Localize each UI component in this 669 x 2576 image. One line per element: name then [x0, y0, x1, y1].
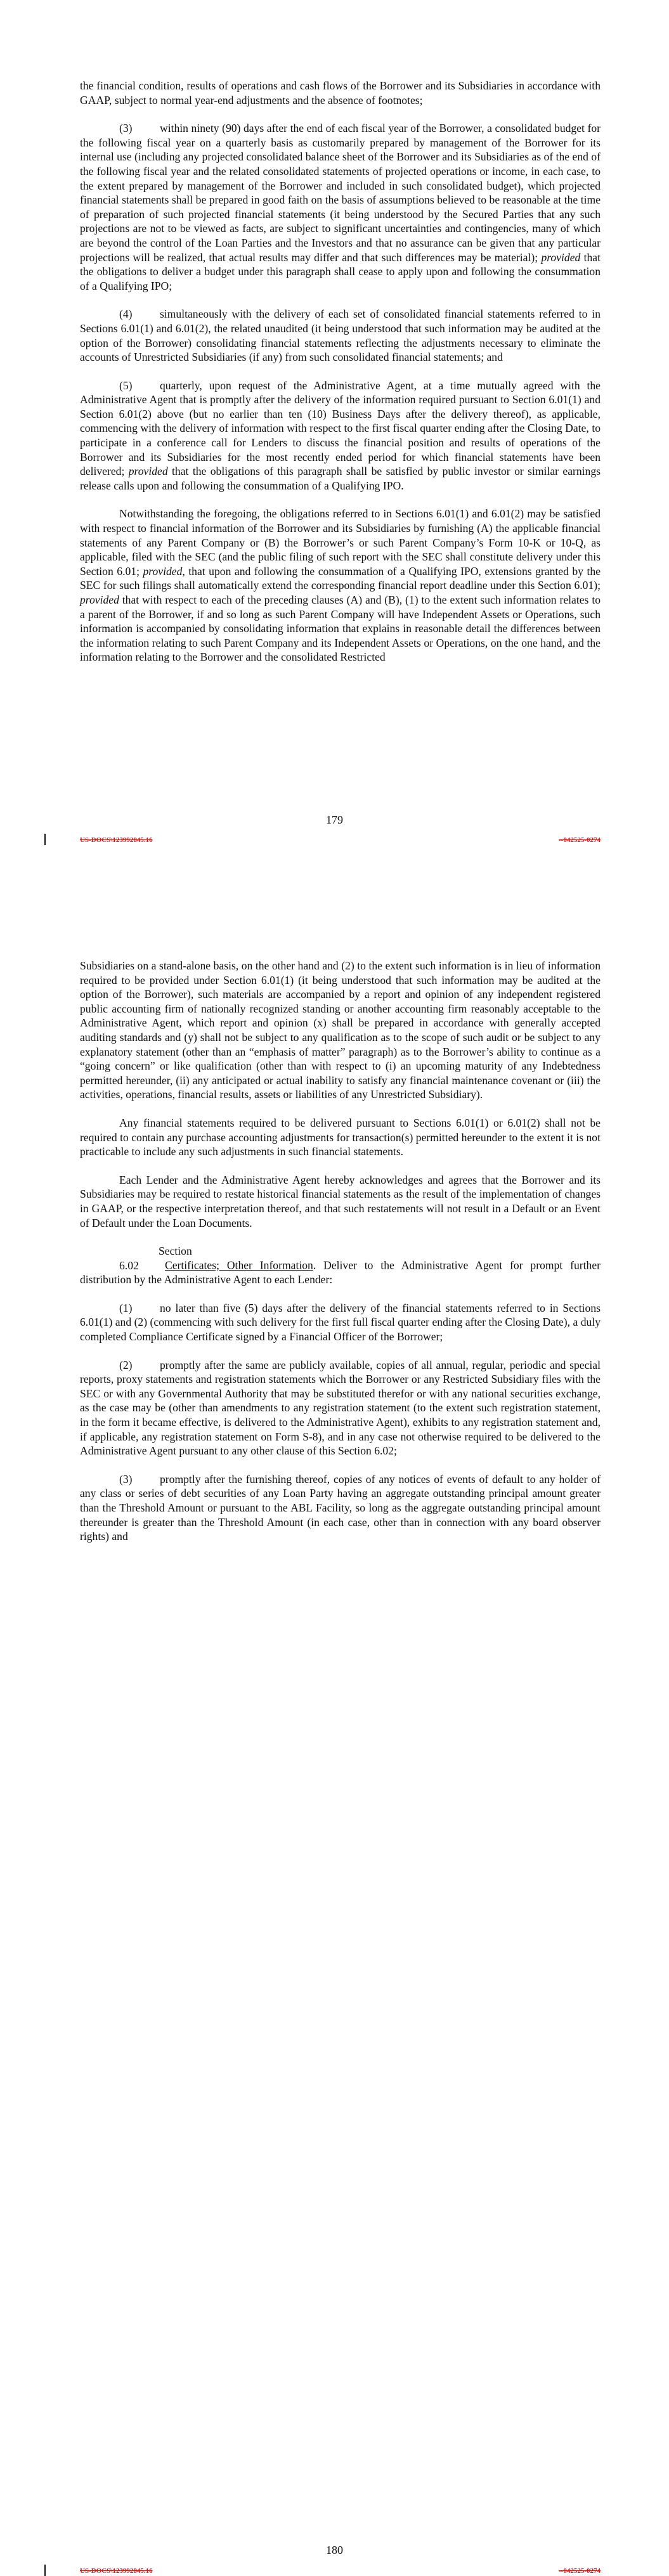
clause-number: (4) — [119, 307, 133, 321]
clause-text: that the obligations to deliver a budget under this paragraph shall cease to apply upon and following the consummation of a Qualifying IPO; — [80, 250, 601, 292]
page-body — [80, 959, 601, 1558]
footer-ref: --042525-0274 — [559, 836, 601, 844]
section-6-02-heading — [80, 1244, 601, 1287]
emphasis: provided — [128, 465, 168, 478]
clause-text: simultaneously with the delivery of each set of consolidated financial statements referred to in Sections 6.01(1) and 6.01(2), the related unaudited (it being understood that such information may be audited at the option of the Borrower) consolidating financial statements reflecting the adjustments necessary to eliminate the accounts of Unrestricted Subsidiaries (if any) from such consolidated financial statements; and — [80, 307, 601, 364]
clause-5 — [80, 379, 601, 493]
paragraph-continuation: the financial condition, results of operations and cash flows of the Borrower and its Subsidiaries in accordance with GAAP, subject to normal year-end adjustments and the absence of footnotes; — [80, 79, 601, 107]
page-180 — [0, 865, 669, 2575]
clause-2 — [80, 1358, 601, 1458]
page-body — [80, 79, 601, 678]
page-number: 180 — [326, 2544, 343, 2556]
footer-ref: --042525-0274 — [559, 2567, 601, 2575]
clause-4 — [80, 307, 601, 364]
clause-3 — [80, 1472, 601, 1544]
page-179 — [0, 0, 669, 865]
paragraph-continuation: Subsidiaries on a stand-alone basis, on the other hand and (2) to the extent such information is in lieu of information required to be provided under Section 6.01(1) (it being understood that such information may be audited at the option of the Borrower), such materials are accompanied by a report and opinion of any independent registered public accounting firm of nationally recognized standing or another accounting firm reasonably acceptable to the Administrative Agent, which report and opinion (x) shall be prepared in accordance with generally accepted auditing standards and (y) shall not be subject to any qualification as to the scope of such audit or be subject to any explanatory statement (other than an “emphasis of matter” paragraph) as to the Borrower’s ability to continue as a “going concern” or like qualification (other than with respect to (i) an upcoming maturity of any Indebtedness permitted hereunder, (ii) any anticipated or actual inability to satisfy any financial maintenance covenant or (iii) the activities, operations, financial results, assets or liabilities of any Unrestricted Subsidiary). — [80, 959, 601, 1101]
paragraph-text: that with respect to each of the preceding clauses (A) and (B), (1) to the extent such information relates to a parent of the Borrower, if and so long as such Parent Company will have Independent Assets or Operations, such information is accompanied by consolidating information that explains in reasonable detail the differences between the information relating to such Parent Company and its Independent Assets or Operations, on the one hand, and the information relating to the Borrower and the consolidated Restricted — [80, 593, 601, 664]
emphasis: provided — [80, 593, 119, 606]
clause-text: promptly after the same are publicly available, copies of all annual, regular, periodic and special reports, proxy statements and registration statements which the Borrower or any Restricted Subsidiary files with the SEC or with any Governmental Authority that may be substituted therefor or with any national securities exchange, as the case may be (other than amendments to any registration statement (to the extent such registration statement, in the form it became effective, is delivered to the Administrative Agent), exhibits to any registration statement and, if applicable, any registration statement on Form S-8), and in any case not otherwise required to be delivered to the Administrative Agent pursuant to any other clause of this Section 6.02; — [80, 1358, 601, 1458]
change-bar — [44, 2565, 46, 2576]
emphasis: provided — [143, 564, 183, 578]
clause-text: quarterly, upon request of the Administrative Agent, at a time mutually agreed with the Administrative Agent that is promptly after the delivery of the information required pursuant to Section 6.01(1) and Section 6.01(2) above (but no earlier than ten (10) Business Days after the delivery thereof), as applicable, commencing with the delivery of information with respect to the first fiscal quarter ending after the Closing Date, to participate in a conference call for Lenders to discuss the financial position and results of operations of the Borrower and its Subsidiaries for the most recently ended period for which financial statements have been delivered; — [80, 379, 601, 478]
clause-text: within ninety (90) days after the end of each fiscal year of the Borrower, a consolidated budget for the following fiscal year on a quarterly basis as customarily prepared by management of the Borrower for its internal use (including any projected consolidated balance sheet of the Borrower and its Subsidiaries as of the end of the following fiscal year and the related consolidated statements of projected operations or income, in each case, to the extent prepared by management of the Borrower and included in such consolidated budget), which projected financial statements shall be prepared in good faith on the basis of assumptions believed to be reasonable at the time of preparation of such projected financial statements (it being understood by the Secured Parties that any such projections are not to be viewed as facts, are subject to significant uncertainties and contingencies, many of which are beyond the control of the Loan Parties and the Investors and that no assurance can be given that any particular projections will be realized, that actual results may differ and that such differences may be material); — [80, 122, 601, 264]
restatement-paragraph: Each Lender and the Administrative Agent hereby acknowledges and agrees that the Borrower and its Subsidiaries may be required to restate historical financial statements as the result of the implementation of changes in GAAP, or the respective interpretation thereof, and that such restatements will not result in a Default or an Event of Default under the Loan Documents. — [80, 1173, 601, 1229]
clause-text: that the obligations of this paragraph shall be satisfied by public investor or similar earnings release calls upon and following the consummation of a Qualifying IPO. — [80, 465, 601, 492]
paragraph-text: , that upon and following the consummation of a Qualifying IPO, extensions granted by the SEC for such filings shall automatically extend the corresponding financial report deadline under this Section 6.01); — [80, 564, 601, 592]
notwithstanding-paragraph — [80, 507, 601, 664]
clause-number: (2) — [119, 1358, 133, 1371]
clause-1 — [80, 1301, 601, 1344]
clause-number: (3) — [119, 122, 133, 135]
footer-doc-id: US-DOCS\123992845.16 — [80, 2567, 153, 2575]
purchase-accounting-paragraph: Any financial statements required to be delivered pursuant to Sections 6.01(1) or 6.01(2) shall not be required to contain any purchase accounting adjustments for transaction(s) permitted hereunder to the extent it is not practicable to include any such adjustments in such financial statements. — [80, 1116, 601, 1158]
change-bar — [44, 834, 46, 845]
section-title: Certificates; Other Information — [165, 1259, 313, 1272]
footer-doc-id: US-DOCS\123992845.16 — [80, 836, 153, 844]
section-text: . Deliver to the Administrative Agent for prompt further distribution by the Administrative Agent to each Lender: — [80, 1259, 601, 1286]
clause-number: (1) — [119, 1301, 133, 1314]
page-number: 179 — [326, 813, 343, 826]
clause-3 — [80, 121, 601, 293]
section-number: Section 6.02 — [119, 1245, 192, 1272]
paragraph-text: Notwithstanding the foregoing, the obligations referred to in Sections 6.01(1) and 6.01(2) may be satisfied with respect to financial information of the Borrower and its Subsidiaries by furnishing (A) the applicable financial statements of any Parent Company or (B) the Borrower’s or such Parent Company’s Form 10-K or 10-Q, as applicable, filed with the SEC (and the public filing of such report with the SEC shall constitute delivery under this Section 6.01; — [80, 507, 601, 578]
clause-number: (3) — [119, 1472, 133, 1485]
clause-text: promptly after the furnishing thereof, copies of any notices of events of default to any holder of any class or series of debt securities of any Loan Party having an aggregate outstanding principal amount greater than the Threshold Amount or pursuant to the ABL Facility, so long as the aggregate outstanding principal amount thereunder is greater than the Threshold Amount (in each case, other than in connection with any board observer rights) and — [80, 1472, 601, 1543]
clause-text: no later than five (5) days after the delivery of the financial statements referred to in Sections 6.01(1) and (2) (commencing with such delivery for the first full fiscal quarter ending after the Closing Date), a duly completed Compliance Certificate signed by a Financial Officer of the Borrower; — [80, 1301, 601, 1343]
clause-number: (5) — [119, 379, 133, 392]
emphasis: provided — [541, 250, 581, 264]
